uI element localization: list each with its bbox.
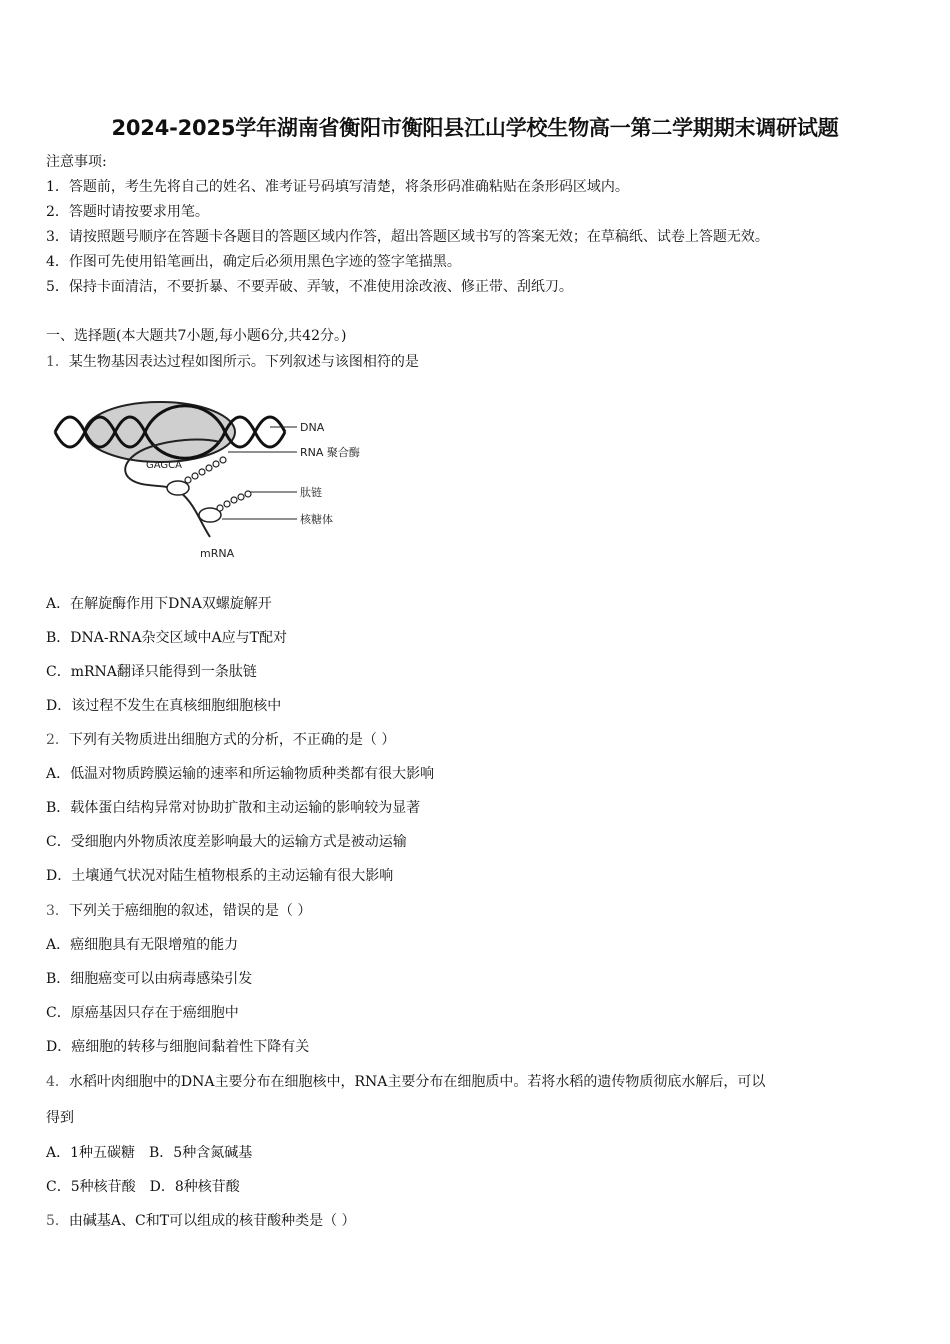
label-peptide-chain: 肽链 — [300, 486, 322, 499]
section-heading: 一、选择题(本大题共7小题,每小题6分,共42分。) — [46, 328, 347, 344]
question-text: 水稻叶肉细胞中的DNA主要分布在细胞核中，RNA主要分布在细胞质中。若将水稻的遗传物质彻底水解后，可以 — [68, 1074, 766, 1090]
question-number: 4． — [46, 1074, 69, 1090]
question-text: 下列有关物质进出细胞方式的分析，不正确的是（ ） — [68, 732, 396, 748]
option: B．细胞癌变可以由病毒感染引发 — [46, 971, 253, 987]
peptide-chain — [217, 491, 251, 511]
option: D．土壤通气状况对陆生植物根系的主动运输有很大影响 — [46, 868, 394, 884]
notice-item: 1．答题前，考生先将自己的姓名、准考证号码填写清楚，将条形码准确粘贴在条形码区域内。 — [46, 179, 629, 195]
question-text: 下列关于癌细胞的叙述，错误的是（ ） — [68, 903, 312, 919]
label-mrna: mRNA — [200, 547, 235, 560]
option: C．受细胞内外物质浓度差影响最大的运输方式是被动运输 — [46, 834, 407, 850]
page-title: 2024-2025学年湖南省衡阳市衡阳县江山学校生物高一第二学期期末调研试题 — [111, 116, 839, 140]
label-dna: DNA — [300, 421, 325, 434]
option: A．1种五碳糖 B．5种含氮碱基 — [46, 1145, 253, 1161]
ribosome — [167, 481, 189, 495]
question-2-stem — [46, 730, 395, 750]
notice-item: 3．请按照题号顺序在答题卡各题目的答题区域内作答，超出答题区域书写的答案无效；在草稿纸、试卷上答题无效。 — [46, 229, 769, 245]
notice-item: 2．答题时请按要求用笔。 — [46, 204, 209, 220]
option: B．载体蛋白结构异常对协助扩散和主动运输的影响较为显著 — [46, 800, 421, 816]
option: A．低温对物质跨膜运输的速率和所运输物质种类都有很大影响 — [46, 766, 435, 782]
question-5-stem — [46, 1211, 356, 1231]
question-3-stem — [46, 901, 311, 921]
label-rna-polymerase: RNA 聚合酶 — [300, 446, 360, 459]
option: B．DNA-RNA杂交区域中A应与T配对 — [46, 630, 287, 646]
option: D．癌细胞的转移与细胞间黏着性下降有关 — [46, 1039, 310, 1055]
question-number: 5． — [46, 1213, 69, 1229]
option: A．在解旋酶作用下DNA双螺旋解开 — [46, 596, 272, 612]
notice-header: 注意事项: — [46, 154, 107, 170]
notice-item: 5．保持卡面清洁，不要折暴、不要弄破、弄皱，不准使用涂改液、修正带、刮纸刀。 — [46, 279, 573, 295]
option: C．mRNA翻译只能得到一条肽链 — [46, 664, 257, 680]
option: C．5种核苷酸 D．8种核苷酸 — [46, 1179, 240, 1195]
question-number: 2． — [46, 732, 69, 748]
question-text: 某生物基因表达过程如图所示。下列叙述与该图相符的是 — [68, 354, 419, 370]
question-1-stem — [46, 352, 419, 372]
option: C．原癌基因只存在于癌细胞中 — [46, 1005, 239, 1021]
gene-expression-figure — [50, 392, 380, 567]
question-number: 1． — [46, 354, 69, 370]
question-number: 3． — [46, 903, 69, 919]
notice-item: 4．作图可先使用铅笔画出，确定后必须用黑色字迹的签字笔描黑。 — [46, 254, 461, 270]
question-4-stem-continued: 得到 — [46, 1110, 74, 1126]
option: D．该过程不发生在真核细胞细胞核中 — [46, 698, 282, 714]
question-text: 由碱基A、C和T可以组成的核苷酸种类是（ ） — [68, 1213, 356, 1229]
option: A．癌细胞具有无限增殖的能力 — [46, 937, 239, 953]
peptide-chain — [185, 457, 226, 483]
nucleus-ellipse — [85, 402, 235, 462]
label-sequence: GAGCA — [146, 460, 182, 471]
label-ribosome: 核糖体 — [300, 513, 333, 526]
question-4-stem — [46, 1072, 765, 1092]
